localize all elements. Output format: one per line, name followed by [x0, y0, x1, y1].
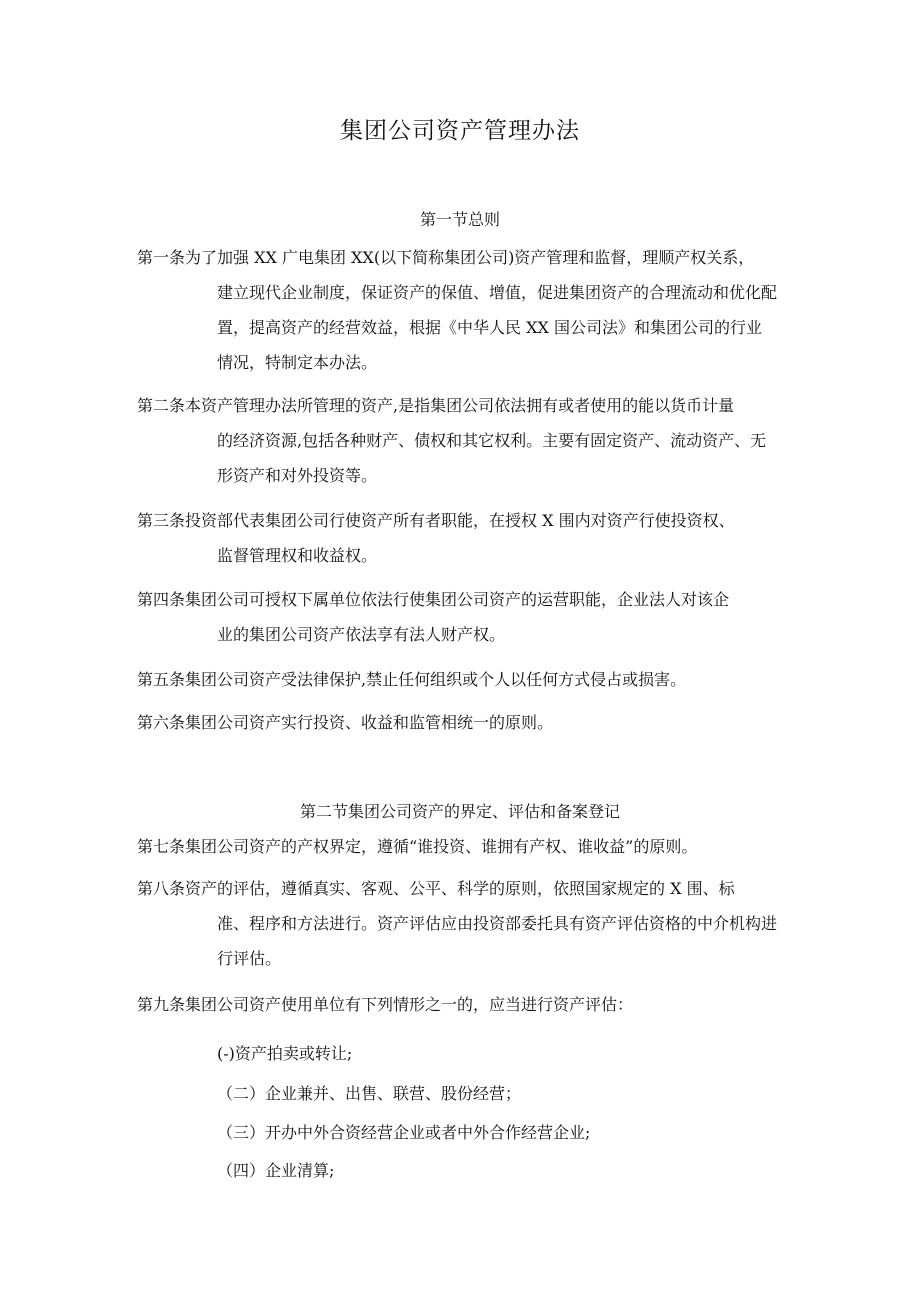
- article: [137, 388, 777, 493]
- article-first-line: 第五条集团公司资产受法律保护,禁止任何组织或个人以任何方式侵占或损害。: [137, 670, 687, 689]
- article: [137, 582, 777, 652]
- list-item: (-)资产拍卖或转让;: [217, 1044, 353, 1063]
- article-continuation: 监督管理权和收益权。: [217, 546, 378, 565]
- article-first-line: 第六条集团公司资产实行投资、收益和监管相统一的原则。: [137, 713, 554, 732]
- article-first-line: 第四条集团公司可授权下属单位依法行使集团公司资产的运营职能，企业法人对该企: [137, 590, 730, 609]
- article-continuation: 准、程序和方法进行。资产评估应由投资部委托具有资产评估资格的中介机构进行评估。: [217, 914, 778, 968]
- article: [137, 662, 777, 697]
- article-continuation: 建立现代企业制度，保证资产的保值、增值，促进集团资产的合理流动和优化配置，提高资产的经营效益，根据《中华人民 XX 国公司法》和集团公司的行业情况，特制定本办法。: [217, 283, 778, 372]
- document-title: 集团公司资产管理办法: [340, 118, 580, 144]
- article: [137, 503, 777, 573]
- list-item: （三）开办中外合资经营企业或者中外合作经营企业;: [217, 1123, 591, 1142]
- list-item: （四）企业清算;: [217, 1161, 335, 1180]
- article-continuation: 的经济资源,包括各种财产、债权和其它权利。主要有固定资产、流动资产、无形资产和对外投资等。: [217, 431, 767, 485]
- article: [137, 987, 777, 1022]
- article-continuation: 业的集团公司资产依法享有法人财产权。: [217, 625, 506, 644]
- article: [137, 705, 777, 740]
- section-heading: 第一节总则: [419, 210, 500, 229]
- article-first-line: 第二条本资产管理办法所管理的资产,是指集团公司依法拥有或者使用的能以货币计量: [137, 396, 735, 415]
- article: [137, 871, 777, 976]
- list-item: （二）企业兼并、出售、联营、股份经营；: [217, 1084, 522, 1103]
- article: [137, 829, 777, 864]
- article-first-line: 第一条为了加强 XX 广电集团 XX(以下简称集团公司)资产管理和监督，理顺产权关系，: [137, 248, 755, 267]
- article: [137, 240, 777, 380]
- section-heading: 第二节集团公司资产的界定、评估和备案登记: [299, 802, 620, 821]
- article-first-line: 第三条投资部代表集团公司行使资产所有者职能，在授权 X 围内对资产行使投资权、: [137, 511, 735, 530]
- article-first-line: 第九条集团公司资产使用单位有下列情形之一的，应当进行资产评估：: [137, 995, 634, 1014]
- article-first-line: 第七条集团公司资产的产权界定，遵循“谁投资、谁拥有产权、谁收益”的原则。: [137, 837, 698, 856]
- article-first-line: 第八条资产的评估，遵循真实、客观、公平、科学的原则，依照国家规定的 X 围、标: [137, 879, 735, 898]
